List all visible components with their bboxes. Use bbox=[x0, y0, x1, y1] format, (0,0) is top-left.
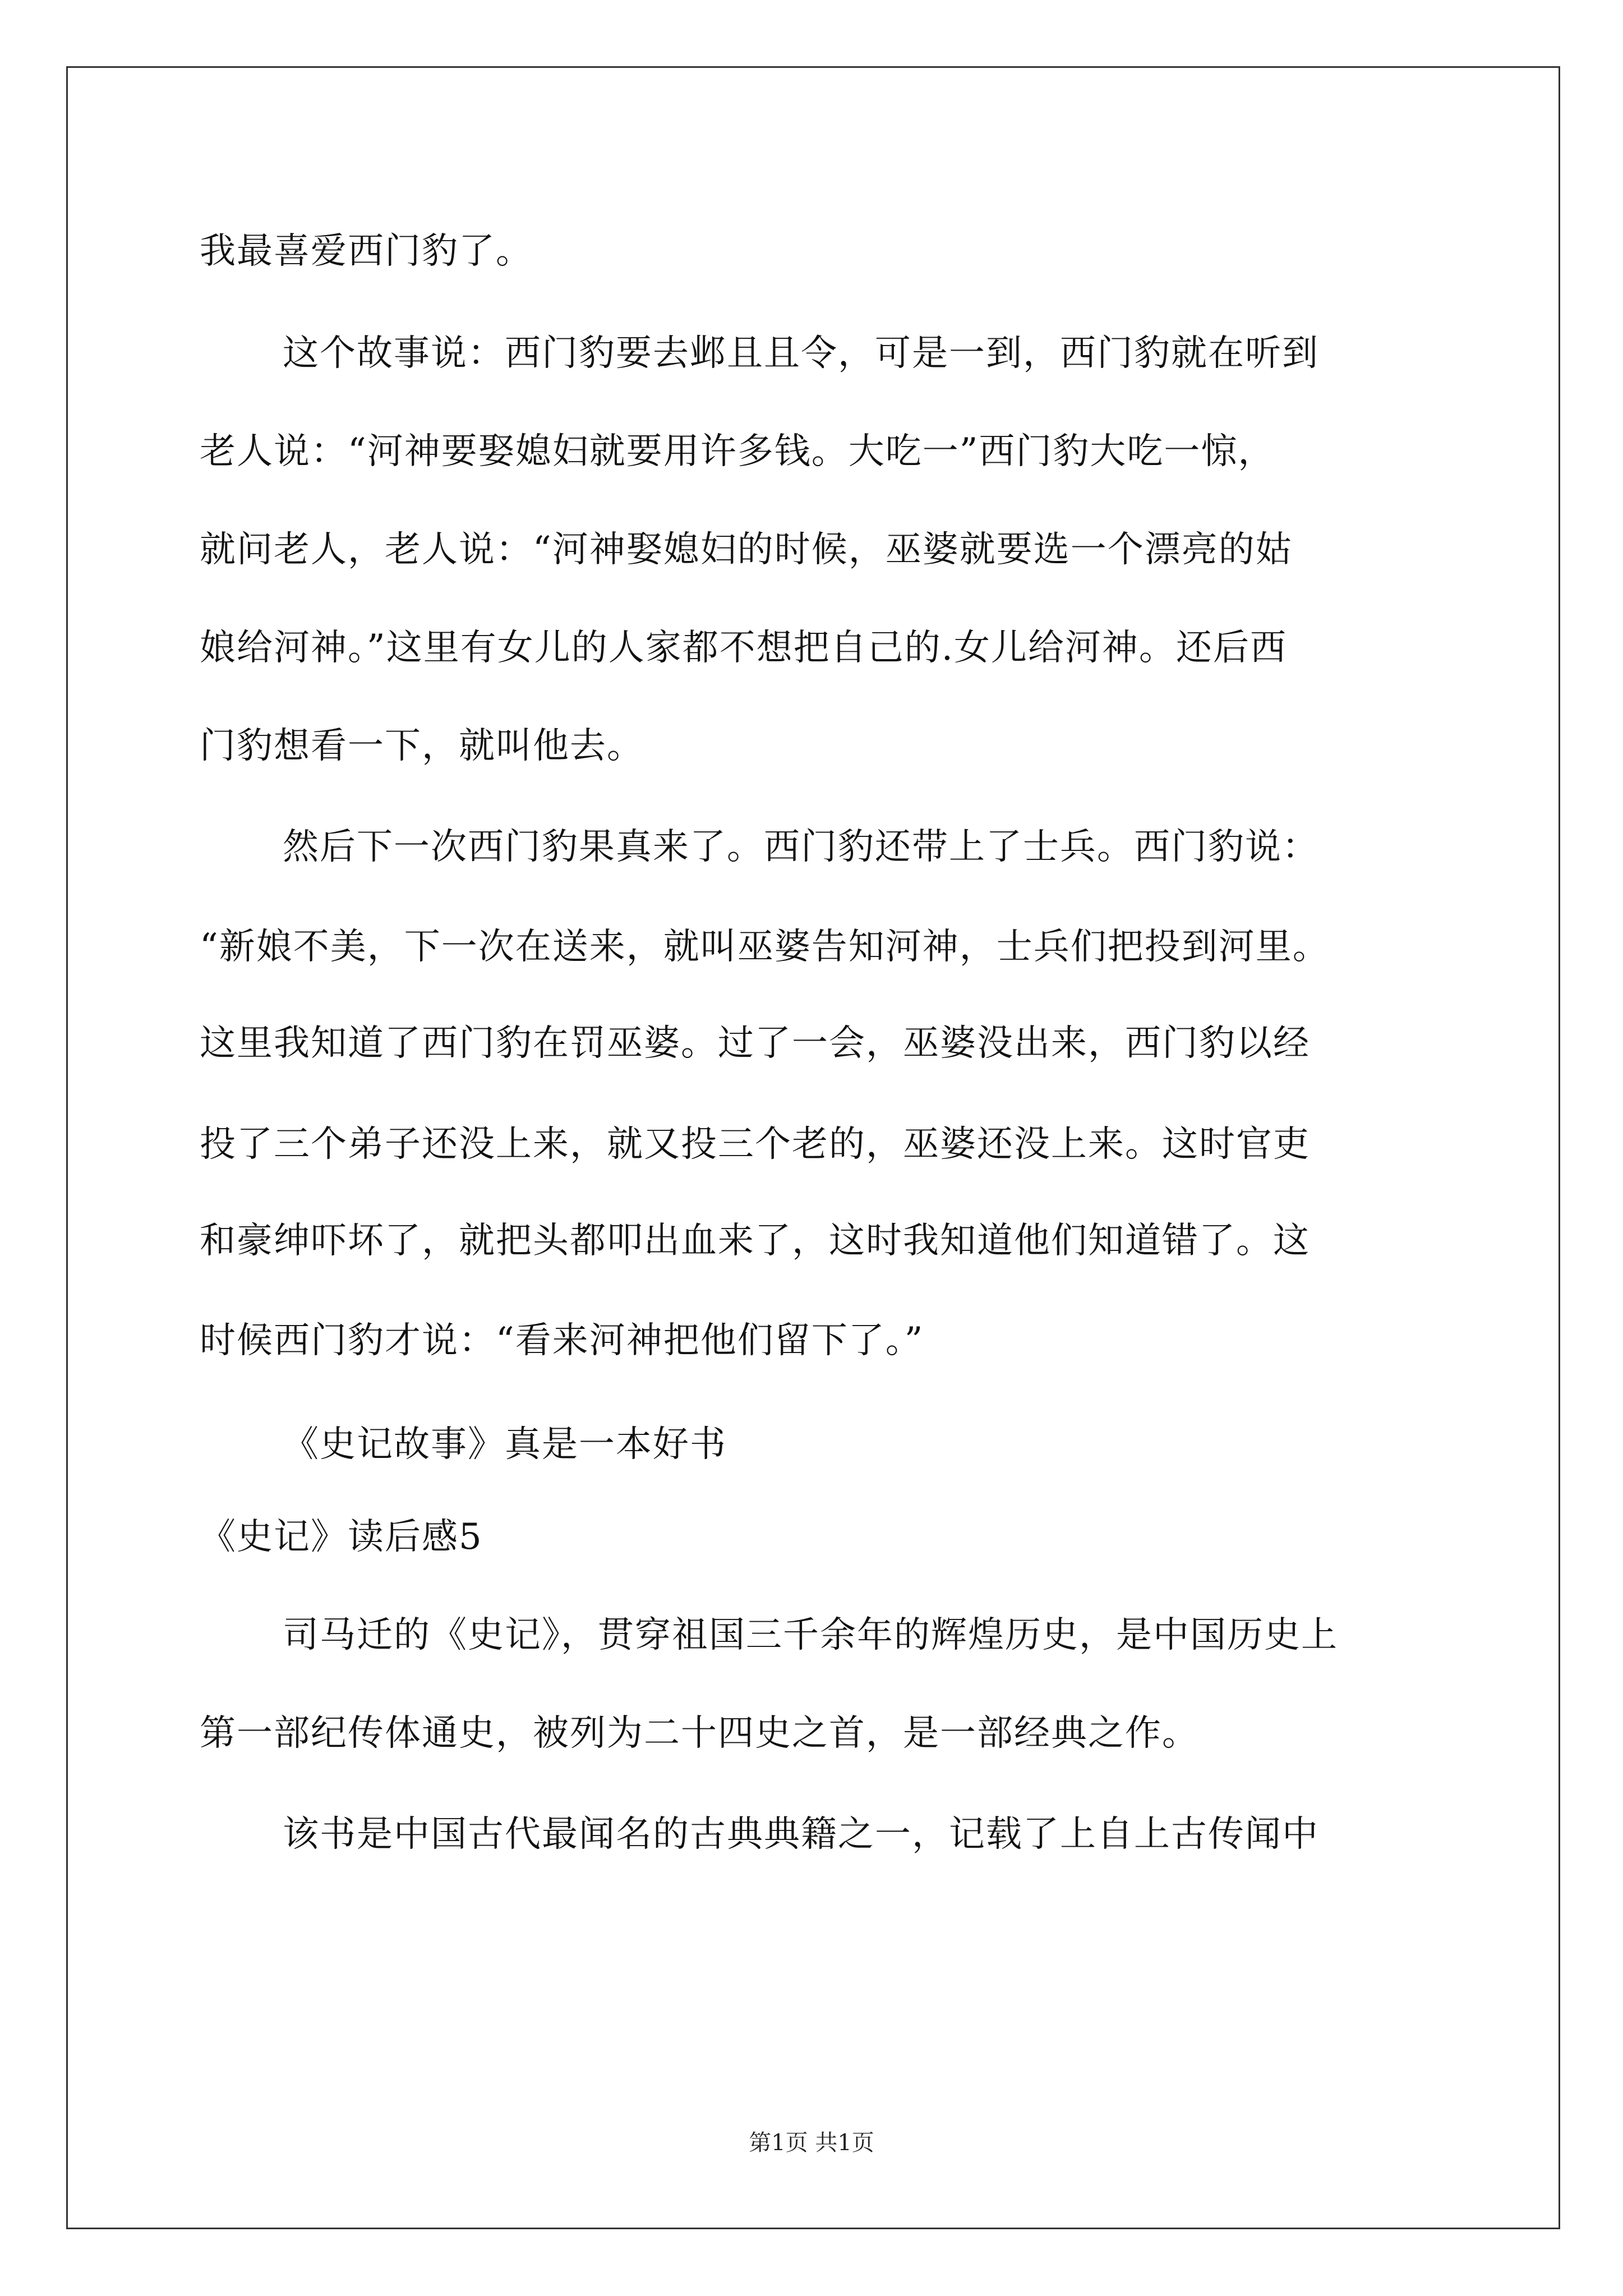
page-number-footer: 第1页 共1页 bbox=[749, 2130, 874, 2156]
text-line: 然后下一次西门豹果真来了。西门豹还带上了士兵。西门豹说： bbox=[283, 826, 1319, 868]
text-line: 这个故事说：西门豹要去邺且且令，可是一到，西门豹就在听到 bbox=[283, 333, 1319, 374]
text-line: 《史记故事》真是一本好书 bbox=[283, 1424, 727, 1465]
text-line: 司马迁的《史记》，贯穿祖国三千余年的辉煌历史，是中国历史上 bbox=[283, 1614, 1338, 1656]
text-line: 老人说：“河神要娶媳妇就要用许多钱。大吃一”西门豹大吃一惊， bbox=[200, 431, 1275, 472]
text-line: 投了三个弟子还没上来，就又投三个老的，巫婆还没上来。这时官吏 bbox=[200, 1124, 1310, 1165]
text-line: 就问老人，老人说：“河神娶媳妇的时候，巫婆就要选一个漂亮的姑 bbox=[200, 529, 1293, 570]
text-line: 这里我知道了西门豹在罚巫婆。过了一会，巫婆没出来，西门豹以经 bbox=[200, 1023, 1310, 1064]
text-line: 娘给河神。”这里有女儿的人家都不想把自己的.女儿给河神。还后西 bbox=[200, 627, 1288, 669]
text-line: 该书是中国古代最闻名的古典典籍之一，记载了上自上古传闻中 bbox=[283, 1814, 1319, 1855]
text-line: 我最喜爱西门豹了。 bbox=[200, 231, 533, 272]
text-line: “新娘不美，下一次在送来，就叫巫婆告知河神，士兵们把投到河里。 bbox=[200, 926, 1330, 968]
text-line: 门豹想看一下，就叫他去。 bbox=[200, 725, 644, 767]
text-line: 第一部纪传体通史，被列为二十四史之首，是一部经典之作。 bbox=[200, 1713, 1199, 1754]
text-line: 和豪绅吓坏了，就把头都叩出血来了，这时我知道他们知道错了。这 bbox=[200, 1220, 1310, 1262]
section-heading: 《史记》读后感5 bbox=[200, 1516, 483, 1558]
text-line: 时候西门豹才说：“看来河神把他们留下了。” bbox=[200, 1320, 924, 1361]
